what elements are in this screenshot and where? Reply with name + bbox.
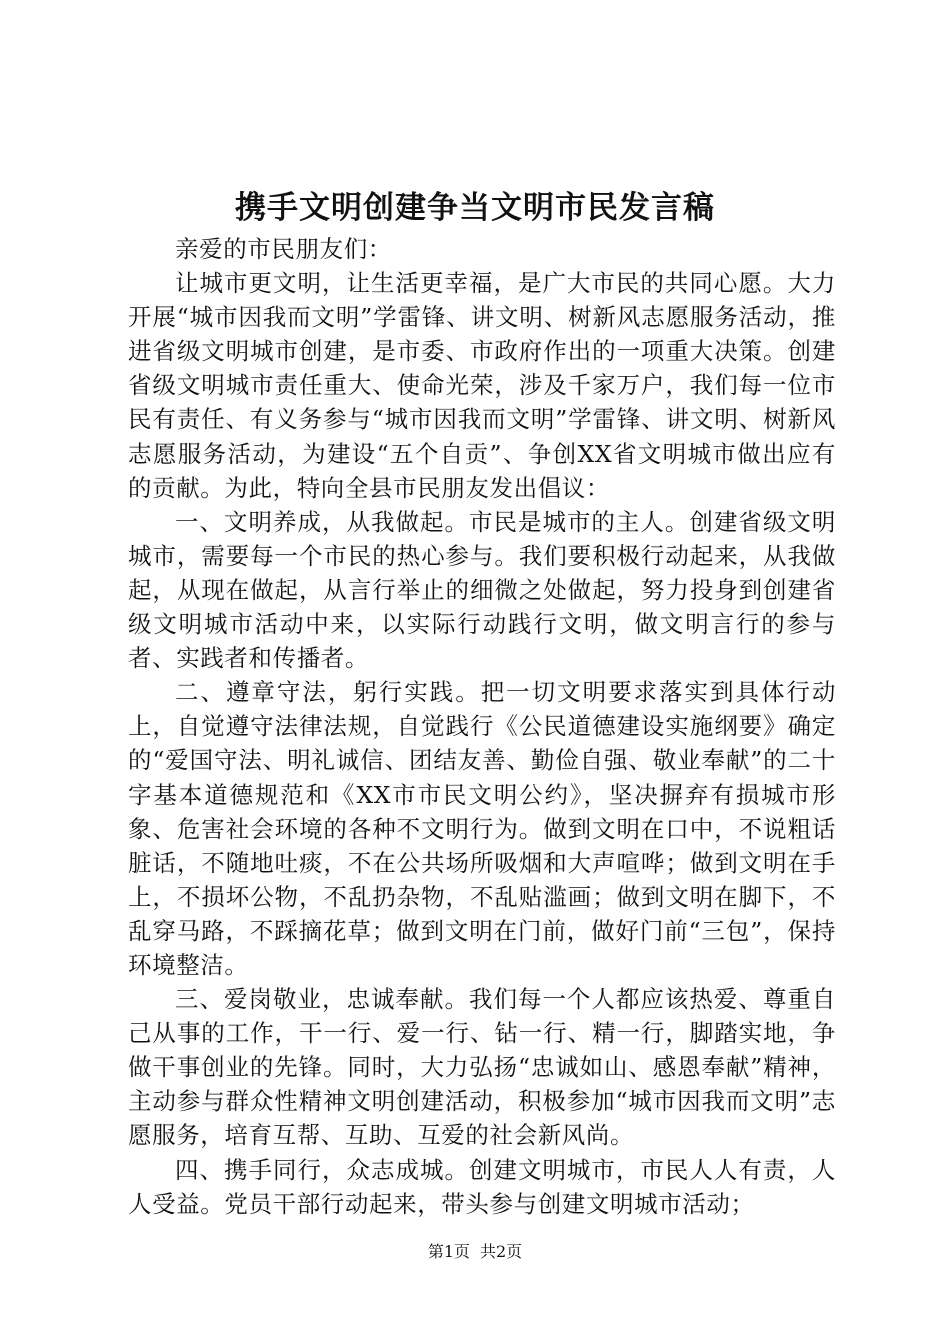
salutation-paragraph: 亲爱的市民朋友们： <box>175 235 392 263</box>
point-four-paragraph: 四、携手同行，众志成城。创建文明城市，市民人人有责，人人受益。党员干部行动起来，带头参与创建文明城市活动； <box>128 1155 836 1218</box>
page-number-total: 共2页 <box>480 1242 523 1261</box>
page-number-current: 第1页 <box>427 1242 470 1261</box>
point-two-paragraph: 二、遵章守法，躬行实践。把一切文明要求落实到具体行动上，自觉遵守法律法规，自觉践行《公民道德建设实施纲要》确定的“爱国守法、明礼诚信、团结友善、勤俭自强、敬业奉献”的二十字基本道德规范和《XX市市民文明公约》，坚决摒弃有损城市形象、危害社会环境的各种不文明行为。做到文明在口中，不说粗话脏话，不随地吐痰，不在公共场所吸烟和大声喧哗；做到文明在手上，不损坏公物，不乱扔杂物，不乱贴滥画；做到文明在脚下，不乱穿马路，不踩摘花草；做到文明在门前，做好门前“三包”，保持环境整洁。 <box>128 678 836 979</box>
point-three-paragraph: 三、爱岗敬业，忠诚奉献。我们每一个人都应该热爱、尊重自己从事的工作，干一行、爱一行、钻一行、精一行，脚踏实地，争做干事创业的先锋。同时，大力弘扬“忠诚如山、感恩奉献”精神，主动参与群众性精神文明创建活动，积极参加“城市因我而文明”志愿服务，培育互帮、互助、互爱的社会新风尚。 <box>128 985 836 1150</box>
page-footer <box>0 1240 950 1264</box>
document-title: 携手文明创建争当文明市民发言稿 <box>235 190 715 226</box>
point-one-paragraph: 一、文明养成，从我做起。市民是城市的主人。创建省级文明城市，需要每一个市民的热心参与。我们要积极行动起来，从我做起，从现在做起，从言行举止的细微之处做起，努力投身到创建省级文明城市活动中来，以实际行动践行文明，做文明言行的参与者、实践者和传播者。 <box>128 507 836 673</box>
document-body <box>128 232 836 1221</box>
intro-paragraph: 让城市更文明，让生活更幸福，是广大市民的共同心愿。大力开展“城市因我而文明”学雷锋、讲文明、树新风志愿服务活动，推进省级文明城市创建，是市委、市政府作出的一项重大决策。创建省级文明城市责任重大、使命光荣，涉及千家万户，我们每一位市民有责任、有义务参与“城市因我而文明”学雷锋、讲文明、树新风志愿服务活动，为建设“五个自贡”、争创XX省文明城市做出应有的贡献。为此，特向全县市民朋友发出倡议： <box>128 269 836 502</box>
